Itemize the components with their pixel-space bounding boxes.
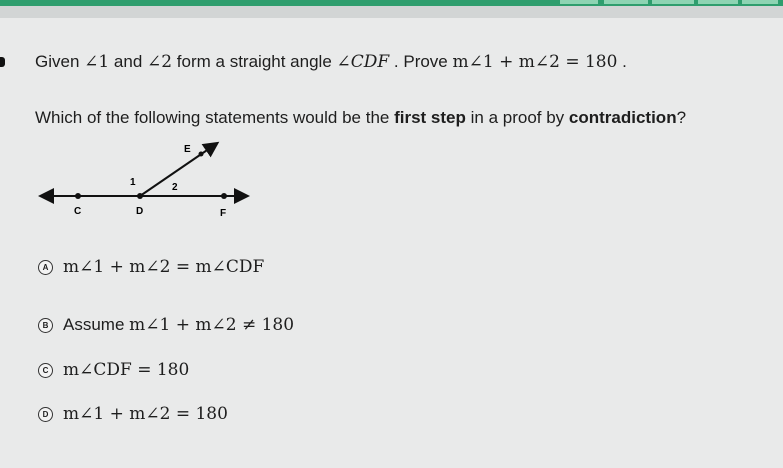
point-d bbox=[137, 193, 143, 199]
option-c-text: m∠CDF = 180 bbox=[63, 360, 190, 380]
option-a[interactable] bbox=[38, 257, 264, 277]
question-marker bbox=[0, 57, 5, 67]
ray-de bbox=[140, 144, 216, 196]
option-d-radio[interactable]: D bbox=[38, 407, 53, 422]
label-2: 2 bbox=[172, 182, 178, 193]
point-c bbox=[75, 193, 81, 199]
label-f: F bbox=[220, 208, 227, 219]
label-1: 1 bbox=[130, 177, 136, 188]
progress-segment bbox=[698, 0, 738, 4]
point-e bbox=[199, 152, 204, 157]
point-f bbox=[221, 193, 227, 199]
label-d: D bbox=[136, 206, 144, 217]
option-d[interactable] bbox=[38, 404, 228, 424]
option-b[interactable] bbox=[38, 315, 294, 335]
question-text: Given ∠1 and ∠2 form a straight angle ∠CDF . Prove m∠1 + m∠2 = 180 . bbox=[35, 52, 627, 72]
option-a-text: m∠1 + m∠2 = m∠CDF bbox=[63, 257, 265, 277]
option-c[interactable] bbox=[38, 360, 189, 380]
option-b-radio[interactable]: B bbox=[38, 318, 53, 333]
progress-segment bbox=[560, 0, 598, 4]
option-a-radio[interactable]: A bbox=[38, 260, 53, 275]
option-b-text: Assume m∠1 + m∠2 ≠ 180 bbox=[63, 315, 295, 335]
label-c: C bbox=[74, 206, 82, 217]
progress-segment bbox=[742, 0, 778, 4]
progress-segment bbox=[652, 0, 694, 4]
top-bar bbox=[0, 0, 783, 18]
option-d-text: m∠1 + m∠2 = 180 bbox=[63, 404, 228, 424]
progress-segment bbox=[604, 0, 648, 4]
angle-diagram bbox=[38, 138, 258, 230]
option-c-radio[interactable]: C bbox=[38, 363, 53, 378]
label-e: E bbox=[184, 144, 191, 155]
prompt-text: Which of the following statements would be the first step in a proof by contradiction? bbox=[35, 108, 687, 127]
